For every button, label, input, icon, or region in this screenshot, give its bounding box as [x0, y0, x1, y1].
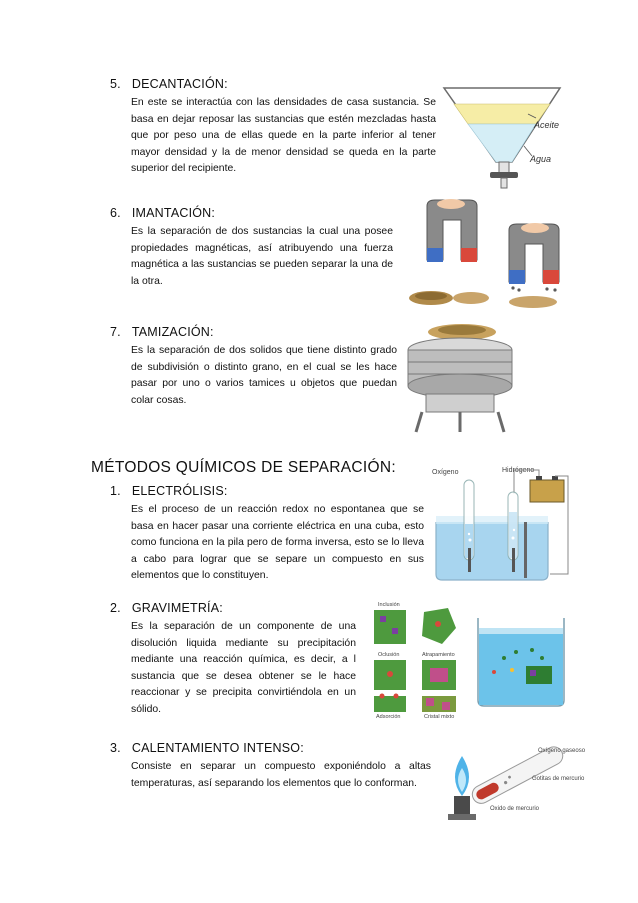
- item-decantacion-title: 5. DECANTACIÓN:: [110, 77, 228, 91]
- label-oxigeno-gaseoso: Oxígeno gaseoso: [538, 748, 586, 754]
- label-hidrogeno: Hidrógeno: [502, 467, 535, 474]
- label-oxigeno: Oxígeno: [432, 469, 459, 476]
- item-gravimetria-title: 2. GRAVIMETRÍA:: [110, 601, 223, 615]
- label-gotitas-mercurio: Gotitas de mercurio: [532, 776, 585, 782]
- magnet-separation-figure: [405, 198, 577, 310]
- coprecipitation-figure: [368, 598, 464, 718]
- item-electrolisis-title: 1. ELECTRÓLISIS:: [110, 484, 228, 498]
- section-title-metodos-quimicos: MÉTODOS QUÍMICOS DE SEPARACIÓN:: [91, 459, 396, 476]
- item-calentamiento-text: Consiste en separar un compuesto exponiéndolo a altas temperaturas, así separando los elementos que lo conforman.: [131, 761, 431, 789]
- label-oxido-mercurio: Oxido de mercurio: [490, 806, 540, 812]
- label-inclusion: Inclusión: [378, 602, 400, 608]
- label-aceite: Aceite: [534, 120, 560, 130]
- electrolysis-figure: [426, 462, 574, 590]
- item-imantacion-text: Es la separación de dos sustancias la cual una posee propiedades magnéticas, así atribuyendo una fuerza magnética a las sustancias se pueden separar la una de la otra.: [131, 226, 393, 287]
- item-decantacion-text: En este se interactúa con las densidades de casa sustancia. Se basa en dejar reposar las sustancias que estén mezcladas hasta que por peso una de ellas quede en la parte inferior al tener mayor densidad y la de menor densidad se queda en la parte superior del recipiente.: [131, 97, 436, 175]
- item-gravimetria-text: Es la separación de un componente de una disolución liquida mediante su precipitación mediante una reacción química, es decir, a l sustancia que se desea obtener se le hace reaccionar y se precipita convirtiéndola en un sólido.: [131, 621, 356, 715]
- decantation-funnel-figure: [440, 84, 565, 192]
- label-atrapamiento: Atrapamiento: [422, 652, 455, 658]
- label-cristal-mixto: Cristal mixto: [424, 714, 455, 720]
- item-tamizacion-title: 7. TAMIZACIÓN:: [110, 325, 214, 339]
- label-oclusion: Oclusión: [378, 652, 400, 658]
- label-agua: Agua: [530, 154, 552, 164]
- precipitation-beaker-figure: [472, 612, 570, 710]
- item-imantacion-title: 6. IMANTACIÓN:: [110, 206, 216, 220]
- label-adsorcion: Adsorción: [376, 714, 401, 720]
- item-tamizacion-text: Es la separación de dos solidos que tiene distinto grado de subdivisión o distinto grano, en el cual se les hace pasar por uno o varios tamices u objetos que puedan colar cosas.: [131, 345, 397, 406]
- item-calentamiento-title: 3. CALENTAMIENTO INTENSO:: [110, 741, 304, 755]
- sieve-machine-figure: [400, 320, 522, 434]
- item-electrolisis-text: Es el proceso de un reacción redox no espontanea que se basa en hacer pasar una corriente eléctrica en una cuba, esto como funciona en la pila pero de forma inversa, esto se lo lleva a cabo para lograr que se separe un compuesto en sus elementos que lo constituyen.: [131, 504, 424, 582]
- heating-test-tube-figure: [438, 726, 586, 836]
